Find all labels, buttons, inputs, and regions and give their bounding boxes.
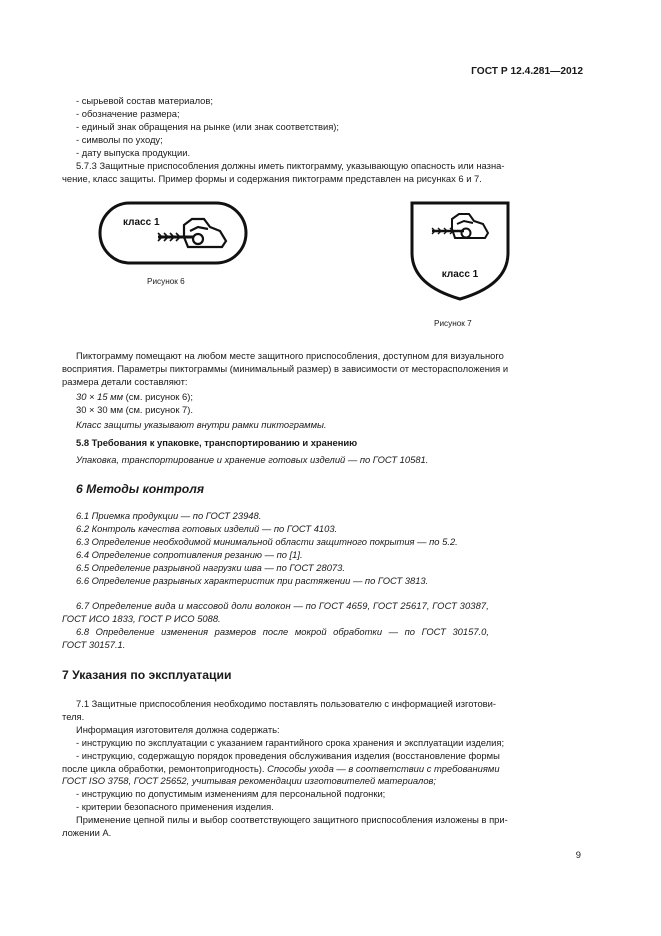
- chainsaw-boot-icon: [432, 214, 488, 238]
- section-6-title: 6 Методы контроля: [76, 482, 205, 496]
- figure-6-label: класс 1: [123, 217, 160, 228]
- section-6-items: [76, 510, 584, 587]
- paragraph-line: Пиктограмму помещают на любом месте защитного приспособления, доступном для визуального: [76, 350, 504, 361]
- list-item: 6.8 Определение изменения размеров после мокрой обработки — по ГОСТ 30157.0,: [76, 625, 489, 637]
- paragraph-5-7-3: [76, 160, 584, 173]
- list-item: [62, 763, 584, 776]
- list-item: 6.3 Определение необходимой минимальной области защитного покрытия — по 5.2.: [76, 535, 458, 547]
- list-item: ГОСТ ИСО 1833, ГОСТ Р ИСО 5088.: [62, 612, 221, 624]
- list-item: - критерии безопасного применения изделия.: [76, 801, 274, 813]
- list-item: - символы по уходу;: [76, 133, 163, 145]
- size-item: 30 × 30 мм (см. рисунок 7).: [76, 403, 193, 415]
- pictogram-figure-7: [410, 201, 510, 301]
- list-item: 6.4 Определение сопротивления резанию — по [1].: [76, 548, 303, 560]
- paragraph-5-7-3-cont: [62, 173, 584, 186]
- list-item: 6.2 Контроль качества готовых изделий — по ГОСТ 4103.: [76, 522, 338, 534]
- paragraph-line: теля.: [62, 710, 85, 722]
- standard-header: ГОСТ Р 12.4.281—2012: [471, 66, 583, 77]
- paragraph-line: 7.1 Защитные приспособления необходимо поставлять пользователю с информацией изготови-: [76, 698, 497, 709]
- list-item: - сырьевой состав материалов;: [76, 95, 213, 106]
- list-item: 6.6 Определение разрывных характеристик при растяжении — по ГОСТ 3813.: [76, 574, 429, 586]
- class-note: Класс защиты указывают внутри рамки пиктограммы.: [76, 418, 327, 430]
- figure-6-caption: Рисунок 6: [147, 277, 185, 286]
- chainsaw-boot-icon: [158, 219, 226, 247]
- list-item: - обозначение размера;: [76, 107, 180, 119]
- list-item: - инструкцию, содержащую порядок проведения обслуживания изделия (восстановление формы: [76, 749, 500, 761]
- paragraph-line: размера детали составляют:: [62, 375, 188, 387]
- figure-7-caption: Рисунок 7: [434, 319, 472, 328]
- text-span: Способы ухода — в соответствии с требованиями: [267, 762, 500, 774]
- page-number: 9: [575, 849, 581, 860]
- paragraph-line: чение, класс защиты. Пример формы и содержания пиктограмм представлен на рисунках 6 и 7.: [62, 173, 482, 184]
- list-top: [76, 95, 584, 172]
- list-item: ГОСТ 30157.1.: [62, 638, 126, 650]
- text-span: после цикла обработки, ремонтопригодность).: [62, 762, 268, 774]
- list-item: - дату выпуска продукции.: [76, 146, 191, 158]
- size-item: [76, 391, 584, 404]
- section-5-8-title: 5.8 Требования к упаковке, транспортированию и хранению: [76, 437, 358, 448]
- paragraph-line: ложении А.: [62, 827, 112, 839]
- section-5-8: [76, 437, 584, 467]
- section-7-title: 7 Указания по эксплуатации: [62, 668, 232, 682]
- list-item: 6.1 Приемка продукции — по ГОСТ 23948.: [76, 510, 262, 521]
- paragraph-line: Информация изготовителя должна содержать:: [76, 723, 280, 735]
- paragraph-line: Применение цепной пилы и выбор соответствующего защитного приспособления изложены в при-: [76, 814, 508, 826]
- section-7-title-wrap: [62, 669, 570, 682]
- list-item: - инструкцию по эксплуатации с указанием гарантийного срока хранения и эксплуатации изделия;: [76, 736, 505, 748]
- size-ref: (см. рисунок 6);: [125, 391, 193, 402]
- list-item: - единый знак обращения на рынке (или знак соответствия);: [76, 120, 340, 132]
- paragraph-line: восприятия. Параметры пиктограммы (минимальный размер) в зависимости от месторасположения и: [62, 362, 509, 374]
- list-item: 6.5 Определение разрывной нагрузки шва — по ГОСТ 28073.: [76, 561, 345, 573]
- list-item: - инструкцию по допустимым изменениям для персональной подгонки;: [76, 788, 386, 800]
- size-list: [76, 391, 584, 432]
- size-value: 30 × 15 мм: [76, 391, 123, 402]
- pictogram-figure-6: [98, 201, 248, 265]
- figure-7-label: класс 1: [441, 269, 479, 280]
- section-5-8-text: Упаковка, транспортирование и хранение готовых изделий — по ГОСТ 10581.: [76, 453, 429, 465]
- pictogram-paragraph: [62, 350, 584, 389]
- list-item: ГОСТ ISO 3758, ГОСТ 25652, учитывая рекомендации изготовителей материалов;: [62, 775, 437, 787]
- paragraph-line: 5.7.3 Защитные приспособления должны иметь пиктограмму, указывающую опасность или назна-: [76, 159, 505, 171]
- list-item: 6.7 Определение вида и массовой доли волокон — по ГОСТ 4659, ГОСТ 25617, ГОСТ 30387,: [76, 600, 489, 611]
- section-6-title-wrap: [76, 483, 584, 496]
- section-6-items-long: [62, 600, 584, 652]
- section-7-body: [62, 698, 584, 840]
